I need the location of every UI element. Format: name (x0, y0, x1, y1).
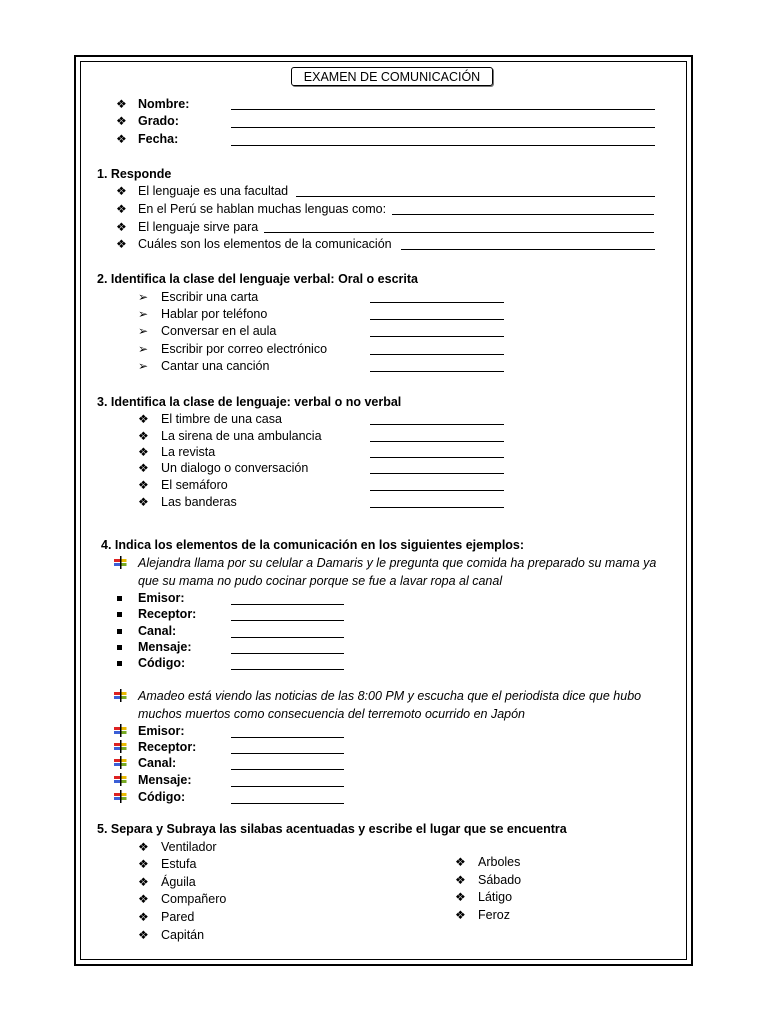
s5-word: Látigo (478, 890, 513, 904)
section-2-heading: 2. Identifica la clase del lenguaje verbal: Oral o escrita (97, 272, 418, 286)
s2-item: Escribir por correo electrónico (161, 342, 328, 356)
ex2-codigo-line[interactable] (231, 803, 344, 804)
mensaje-label: Mensaje: (138, 640, 192, 654)
diamond-bullet-icon: ❖ (455, 890, 466, 904)
square-bullet-icon (117, 612, 122, 617)
colorful-flag-bullet-icon (114, 689, 127, 702)
fecha-field[interactable] (231, 145, 655, 146)
arrow-bullet-icon: ➢ (138, 290, 149, 304)
square-bullet-icon (117, 645, 122, 650)
receptor-label: Receptor: (138, 740, 197, 754)
diamond-bullet-icon: ❖ (138, 892, 149, 906)
example-2-text: muchos muertos como consecuencia del terremoto ocurrido en Japón (138, 707, 526, 721)
section-3-heading: 3. Identifica la clase de lenguaje: verbal o no verbal (97, 395, 402, 409)
colorful-flag-bullet-icon (114, 790, 127, 803)
s1-answer-line[interactable] (264, 232, 654, 233)
diamond-bullet-icon: ❖ (455, 855, 466, 869)
s5-word: Compañero (161, 892, 227, 906)
s2-item: Escribir una carta (161, 290, 259, 304)
grado-field[interactable] (231, 127, 655, 128)
s1-answer-line[interactable] (296, 196, 655, 197)
example-2-text: Amadeo está viendo las noticias de las 8:00 PM y escucha que el periodista dice que hubo (138, 689, 642, 703)
arrow-bullet-icon: ➢ (138, 307, 149, 321)
s3-answer-line[interactable] (370, 424, 504, 425)
diamond-bullet-icon: ❖ (138, 412, 149, 426)
s1-question: En el Perú se hablan muchas lenguas como: (138, 202, 387, 216)
ex2-emisor-line[interactable] (231, 737, 344, 738)
s3-answer-line[interactable] (370, 507, 504, 508)
ex1-mensaje-line[interactable] (231, 653, 344, 654)
diamond-bullet-icon: ❖ (116, 202, 127, 216)
diamond-bullet-icon: ❖ (116, 97, 127, 111)
s5-word: Estufa (161, 857, 197, 871)
s2-answer-line[interactable] (370, 354, 504, 355)
diamond-bullet-icon: ❖ (138, 429, 149, 443)
s3-item: La revista (161, 445, 216, 459)
diamond-bullet-icon: ❖ (138, 495, 149, 509)
s1-answer-line[interactable] (401, 249, 655, 250)
square-bullet-icon (117, 661, 122, 666)
canal-label: Canal: (138, 624, 177, 638)
square-bullet-icon (117, 629, 122, 634)
example-1-text: Alejandra llama por su celular a Damaris y le pregunta que comida ha preparado su mama ya (138, 556, 657, 570)
diamond-bullet-icon: ❖ (138, 840, 149, 854)
s5-word: Feroz (478, 908, 510, 922)
s3-item: La sirena de una ambulancia (161, 429, 322, 443)
section-1-heading: 1. Responde (97, 167, 172, 181)
s3-answer-line[interactable] (370, 441, 504, 442)
s3-answer-line[interactable] (370, 473, 504, 474)
diamond-bullet-icon: ❖ (116, 220, 127, 234)
diamond-bullet-icon: ❖ (116, 184, 127, 198)
s3-answer-line[interactable] (370, 490, 504, 491)
colorful-flag-bullet-icon (114, 773, 127, 786)
s3-item: El timbre de una casa (161, 412, 282, 426)
s1-question: El lenguaje sirve para (138, 220, 259, 234)
s2-item: Cantar una canción (161, 359, 270, 373)
colorful-flag-bullet-icon (114, 740, 127, 753)
s5-word: Capitán (161, 928, 205, 942)
s5-word: Ventilador (161, 840, 217, 854)
mensaje-label: Mensaje: (138, 773, 192, 787)
colorful-flag-bullet-icon (114, 756, 127, 769)
grado-label: Grado: (138, 114, 179, 128)
s5-word: Águila (161, 875, 196, 889)
s1-question: El lenguaje es una facultad (138, 184, 289, 198)
arrow-bullet-icon: ➢ (138, 324, 149, 338)
exam-title: EXAMEN DE COMUNICACIÓN (291, 67, 493, 86)
diamond-bullet-icon: ❖ (455, 908, 466, 922)
s2-answer-line[interactable] (370, 302, 504, 303)
s3-item: Un dialogo o conversación (161, 461, 309, 475)
colorful-flag-bullet-icon (114, 556, 127, 569)
ex2-canal-line[interactable] (231, 769, 344, 770)
s5-word: Sábado (478, 873, 522, 887)
square-bullet-icon (117, 596, 122, 601)
example-1-text: que su mama no pudo cocinar porque se fue a lavar ropa al canal (138, 574, 503, 588)
ex1-codigo-line[interactable] (231, 669, 344, 670)
diamond-bullet-icon: ❖ (455, 873, 466, 887)
codigo-label: Código: (138, 790, 186, 804)
s2-answer-line[interactable] (370, 319, 504, 320)
diamond-bullet-icon: ❖ (138, 910, 149, 924)
section-5-heading: 5. Separa y Subraya las silabas acentuadas y escribe el lugar que se encuentra (97, 822, 567, 836)
nombre-label: Nombre: (138, 97, 190, 111)
diamond-bullet-icon: ❖ (138, 478, 149, 492)
s2-item: Conversar en el aula (161, 324, 277, 338)
s2-answer-line[interactable] (370, 371, 504, 372)
ex1-emisor-line[interactable] (231, 604, 344, 605)
ex1-canal-line[interactable] (231, 637, 344, 638)
s2-item: Hablar por teléfono (161, 307, 268, 321)
colorful-flag-bullet-icon (114, 724, 127, 737)
diamond-bullet-icon: ❖ (138, 875, 149, 889)
emisor-label: Emisor: (138, 591, 185, 605)
s5-word: Arboles (478, 855, 521, 869)
s3-item: El semáforo (161, 478, 228, 492)
s3-answer-line[interactable] (370, 457, 504, 458)
canal-label: Canal: (138, 756, 177, 770)
diamond-bullet-icon: ❖ (116, 114, 127, 128)
s2-answer-line[interactable] (370, 336, 504, 337)
s3-item: Las banderas (161, 495, 237, 509)
diamond-bullet-icon: ❖ (138, 857, 149, 871)
diamond-bullet-icon: ❖ (138, 928, 149, 942)
diamond-bullet-icon: ❖ (116, 237, 127, 251)
arrow-bullet-icon: ➢ (138, 359, 149, 373)
s5-word: Pared (161, 910, 195, 924)
ex2-receptor-line[interactable] (231, 753, 344, 754)
receptor-label: Receptor: (138, 607, 197, 621)
diamond-bullet-icon: ❖ (138, 461, 149, 475)
codigo-label: Código: (138, 656, 186, 670)
arrow-bullet-icon: ➢ (138, 342, 149, 356)
fecha-label: Fecha: (138, 132, 179, 146)
emisor-label: Emisor: (138, 724, 185, 738)
s1-question: Cuáles son los elementos de la comunicación (138, 237, 392, 251)
ex2-mensaje-line[interactable] (231, 786, 344, 787)
section-4-heading: 4. Indica los elementos de la comunicación en los siguientes ejemplos: (101, 538, 525, 552)
nombre-field[interactable] (231, 109, 655, 110)
s1-answer-line[interactable] (392, 214, 654, 215)
diamond-bullet-icon: ❖ (116, 132, 127, 146)
ex1-receptor-line[interactable] (231, 620, 344, 621)
diamond-bullet-icon: ❖ (138, 445, 149, 459)
